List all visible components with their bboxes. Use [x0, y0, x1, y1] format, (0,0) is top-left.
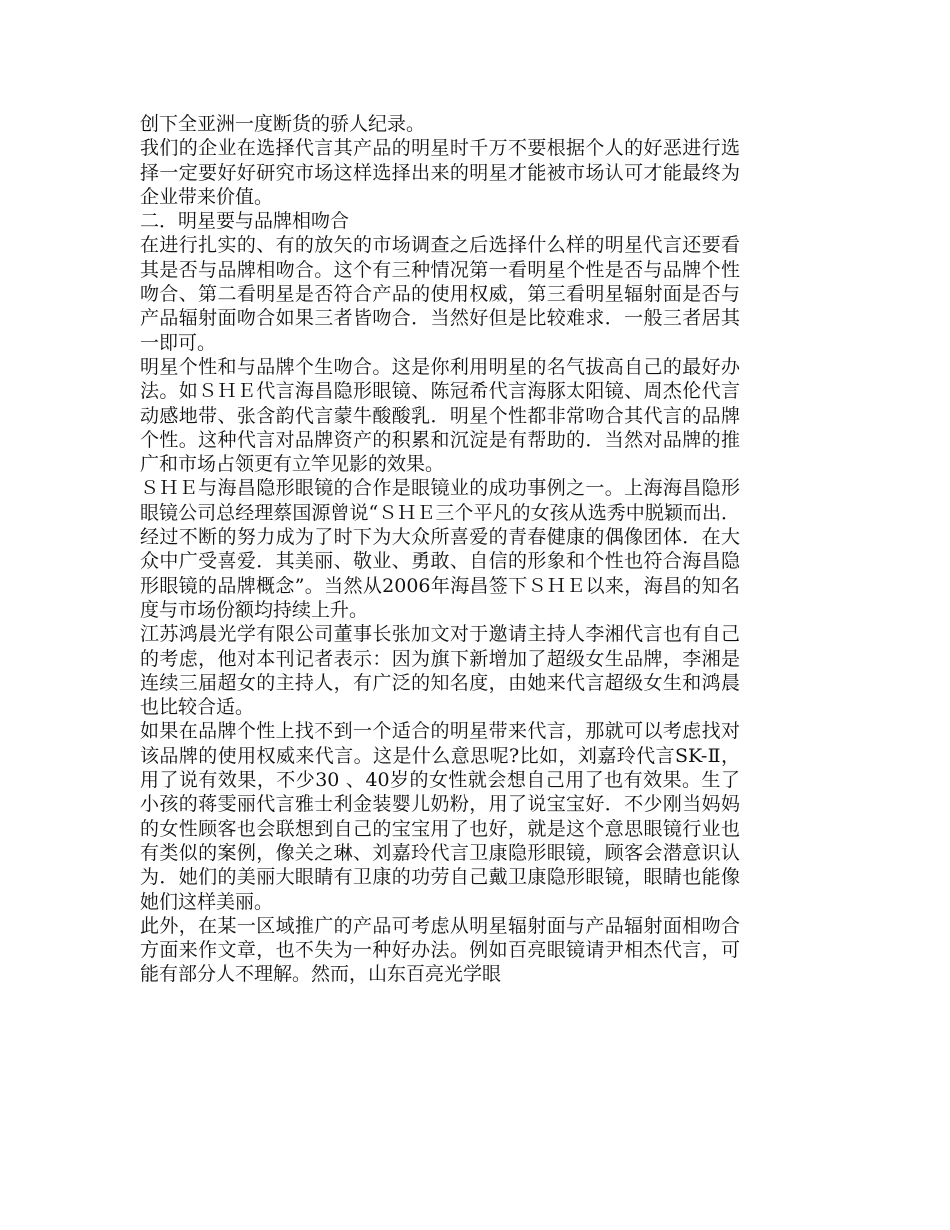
- paragraph-7: 如果在品牌个性上找不到一个适合的明星带来代言，那就可以考虑找对该品牌的使用权威来代言。这是什么意思呢?比如，刘嘉玲代言SK-Ⅱ，用了说有效果，不少30 、40岁的女性就会想自己用了也有效果。生了小孩的蒋雯丽代言雅士利金装婴儿奶粉，用了说宝宝好．不少刚当妈妈的女性顾客也会联想到自己的宝宝用了也好，就是这个意思眼镜行业也有类似的案例，像关之琳、刘嘉玲代言卫康隐形眼镜，顾客会潜意识认为．她们的美丽大眼睛有卫康的功劳自己戴卫康隐形眼镜，眼睛也能像她们这样美丽。: [140, 720, 740, 913]
- section-heading: 二．明星要与品牌相吻合: [140, 210, 350, 233]
- paragraph-8: 此外，在某一区域推广的产品可考虑从明星辐射面与产品辐射面相吻合方面来作文章，也不失为一种好办法。例如百亮眼镜请尹相杰代言，可能有部分人不理解。然而，山东百亮光学眼: [140, 914, 740, 986]
- paragraph-5: ＳＨＥ与海昌隐形眼镜的合作是眼镜业的成功事例之一。上海海昌隐形眼镜公司总经理蔡国源曾说“ＳＨＥ三个平凡的女孩从选秀中脱颖而出．经过不断的努力成为了时下为大众所喜爱的青春健康的偶像团体．在大众中广受喜爱．其美丽、敬业、勇敢、自信的形象和个性也符合海昌隐形眼镜的品牌概念”。当然从2006年海昌签下ＳＨＥ以来，海昌的知名度与市场份额均持续上升。: [140, 477, 740, 621]
- paragraph-2: 我们的企业在选择代言其产品的明星时千万不要根据个人的好恶进行选择一定要好好研究市场这样选择出来的明星才能被市场认可才能最终为企业带来价值。: [140, 137, 740, 208]
- document-page: [140, 112, 740, 987]
- paragraph-6: 江苏鸿晨光学有限公司董事长张加文对于邀请主持人李湘代言也有自己的考虑，他对本刊记者表示：因为旗下新增加了超级女生品牌，李湘是连续三届超女的主持人，有广泛的知名度，由她来代言超级女生和鸿晨也比较合适。: [140, 623, 740, 719]
- paragraph-1: 创下全亚洲一度断货的骄人纪录。: [140, 113, 426, 135]
- paragraph-4: 明星个性和与品牌个生吻合。这是你利用明星的名气拔高自己的最好办法。如ＳＨＥ代言海昌隐形眼镜、陈冠希代言海豚太阳镜、周杰伦代言动感地带、张含韵代言蒙牛酸酸乳．明星个性都非常吻合其代言的品牌个性。这种代言对品牌资产的积累和沉淀是有帮助的．当然对品牌的推广和市场占领更有立竿见影的效果。: [140, 355, 740, 476]
- paragraph-3: 在进行扎实的、有的放矢的市场调查之后选择什么样的明星代言还要看其是否与品牌相吻合。这个有三种情况第一看明星个性是否与品牌个性吻合、第二看明星是否符合产品的使用权威，第三看明星辐射面是否与产品辐射面吻合如果三者皆吻合．当然好但是比较难求．一般三者居其一即可。: [140, 234, 740, 354]
